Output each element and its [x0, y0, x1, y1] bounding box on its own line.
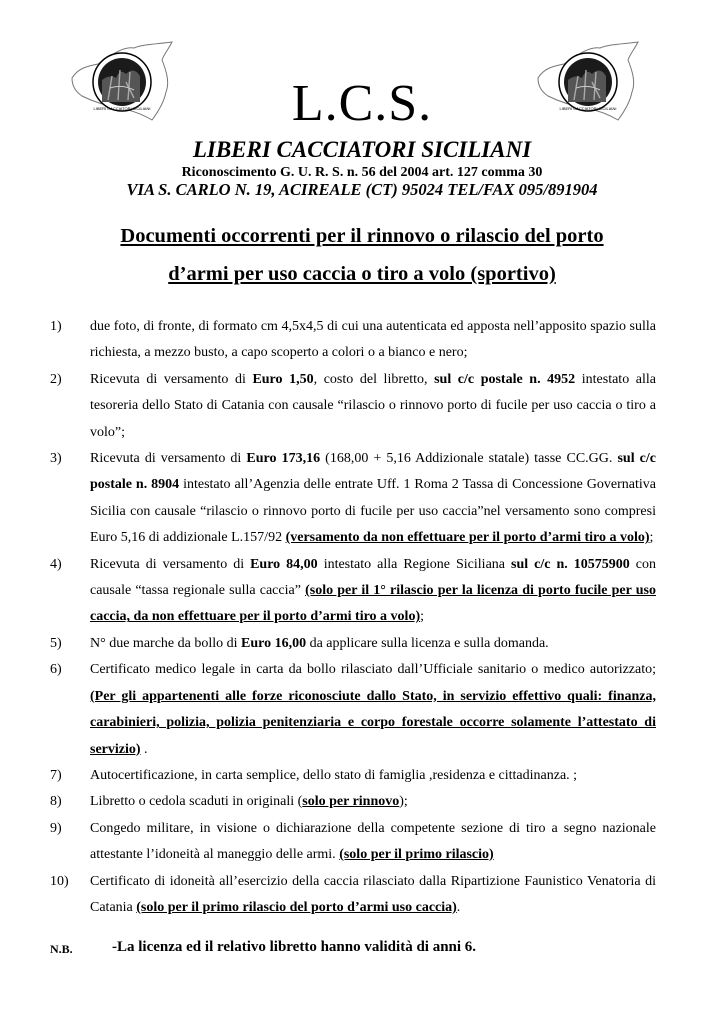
emphasized-text: (solo per il primo rilascio del porto d’armi uso caccia)	[136, 899, 457, 915]
list-item-text: con causale “tassa regionale sulla caccia”	[90, 556, 656, 599]
list-item	[50, 816, 656, 869]
list-item-text: Autocertificazione, in carta semplice, dello stato di famiglia ,residenza e cittadinanza. ;	[90, 767, 578, 783]
organization-name: LIBERI CACCIATORI SICILIANI	[192, 137, 532, 162]
document-title-line-2: d’armi per uso caccia o tiro a volo (sportivo)	[168, 263, 556, 285]
list-item-text: (168,00 + 5,16 Addizionale statale) tasse CC.GG.	[320, 451, 618, 467]
organization-address: VIA S. CARLO N. 19, ACIREALE (CT) 95024 TEL/FAX 095/891904	[126, 180, 598, 199]
emphasized-text: Euro 84,00	[250, 556, 318, 572]
list-item-number: 1)	[50, 319, 62, 334]
emphasized-text: sul c/c n. 10575900	[511, 556, 630, 572]
list-item	[50, 446, 656, 552]
emphasized-text: Euro 1,50	[252, 371, 314, 387]
list-item-text: N° due marche da bollo di	[90, 635, 241, 651]
list-item-text: Ricevuta di versamento di	[90, 371, 253, 387]
list-item-number: 5)	[50, 635, 62, 651]
emphasized-text: (solo per il 1° rilascio per la licenza di porto fucile per uso caccia, da non effettuare per il porto d’armi tiro a volo)	[90, 583, 656, 625]
list-item	[50, 869, 656, 922]
nb-label: N.B.	[50, 942, 73, 956]
organization-recognition: Riconoscimento G. U. R. S. n. 56 del 2004 art. 127 comma 30	[181, 165, 543, 180]
organization-acronym: L.C.S.	[291, 75, 433, 132]
list-item-text: intestato alla tesoreria dello Stato di Catania con causale “rilascio o rinnovo porto di fucile per uso caccia o tiro a volo”;	[90, 371, 656, 440]
list-item-text: );	[399, 794, 408, 810]
document-title-line-1: Documenti occorrenti per il rinnovo o rilascio del porto	[120, 225, 604, 247]
list-item-number: 2)	[50, 371, 62, 387]
list-item	[50, 657, 656, 763]
list-item-text: .	[456, 899, 461, 915]
list-item-text: ;	[649, 530, 654, 546]
requirements-list	[50, 314, 656, 921]
emphasized-text: solo per rinnovo	[302, 794, 400, 810]
list-item-text: da applicare sulla licenza e sulla domanda.	[306, 635, 549, 651]
list-item-text: Congedo militare, in visione o dichiarazione della competente sezione di tiro a segno nazionale attestante l’idoneità al maneggio delle armi.	[90, 820, 656, 863]
emphasized-text: (versamento da non effettuare per il porto d’armi tiro a volo)	[285, 530, 650, 546]
list-item	[50, 631, 656, 657]
emphasized-text: sul c/c postale n. 8904	[90, 451, 656, 493]
svg-text:LIBERI CACCIATORI SICILIANI: LIBERI CACCIATORI SICILIANI	[559, 106, 617, 111]
list-item-text: Ricevuta di versamento di	[90, 451, 247, 467]
list-item-number: 4)	[50, 556, 62, 572]
list-item-text: Certificato di idoneità all’esercizio della caccia rilasciato dalla Ripartizione Faunistico Venatoria di Catania	[90, 873, 656, 915]
svg-text:LIBERI CACCIATORI SICILIANI: LIBERI CACCIATORI SICILIANI	[93, 106, 151, 111]
list-item	[50, 552, 656, 631]
list-item-number: 8)	[50, 794, 62, 810]
list-item-number: 9)	[50, 820, 62, 836]
list-item-text: .	[140, 741, 148, 757]
list-item-text: intestato alla Regione Siciliana	[317, 556, 511, 572]
list-item	[50, 789, 656, 815]
emphasized-text: (solo per il primo rilascio)	[339, 847, 494, 863]
list-item	[50, 367, 656, 446]
list-item-text: Libretto o cedola scaduti in originali (	[90, 794, 303, 810]
list-item-number: 7)	[50, 767, 62, 783]
emphasized-text: sul c/c postale n. 4952	[434, 371, 576, 387]
list-item	[50, 314, 656, 367]
list-item-number: 10)	[50, 873, 69, 889]
list-item-number: 6)	[50, 662, 62, 678]
list-item-text: Ricevuta di versamento di	[90, 556, 251, 572]
list-item	[50, 763, 656, 789]
list-item-number: 3)	[50, 451, 62, 467]
list-item-text: intestato all’Agenzia delle entrate Uff. 1 Roma 2 Tassa di Concessione Governativa Sicilia con causale “rilascio o rinnovo porto di fucile per uso caccia”nel versamento sono compresi Euro 5,16 di addizionale L.157/92	[90, 477, 656, 546]
list-item-text: , costo del libretto,	[313, 371, 435, 387]
nb-note: -La licenza ed il relativo libretto hanno validità di anni 6.	[112, 939, 477, 955]
list-item-text: Certificato medico legale in carta da bollo rilasciato dall’Ufficiale sanitario o medico autorizzato;	[90, 662, 656, 678]
list-item-text: due foto, di fronte, di formato cm 4,5x4,5 di cui una autenticata ed apposta nell’apposito spazio sulla richiesta, a mezzo busto, a capo scoperto a colori o a bianco e nero;	[90, 319, 656, 361]
emphasized-text: Euro 173,16	[246, 451, 321, 467]
emphasized-text: (Per gli appartenenti alle forze riconosciute dallo Stato, in servizio effettivo quali: finanza, carabinieri, polizia, polizia penitenziaria e corpo forestale occorre solamente l’attestato di servizio)	[90, 688, 656, 757]
list-item-text: ;	[420, 609, 424, 625]
emphasized-text: Euro 16,00	[241, 635, 307, 651]
